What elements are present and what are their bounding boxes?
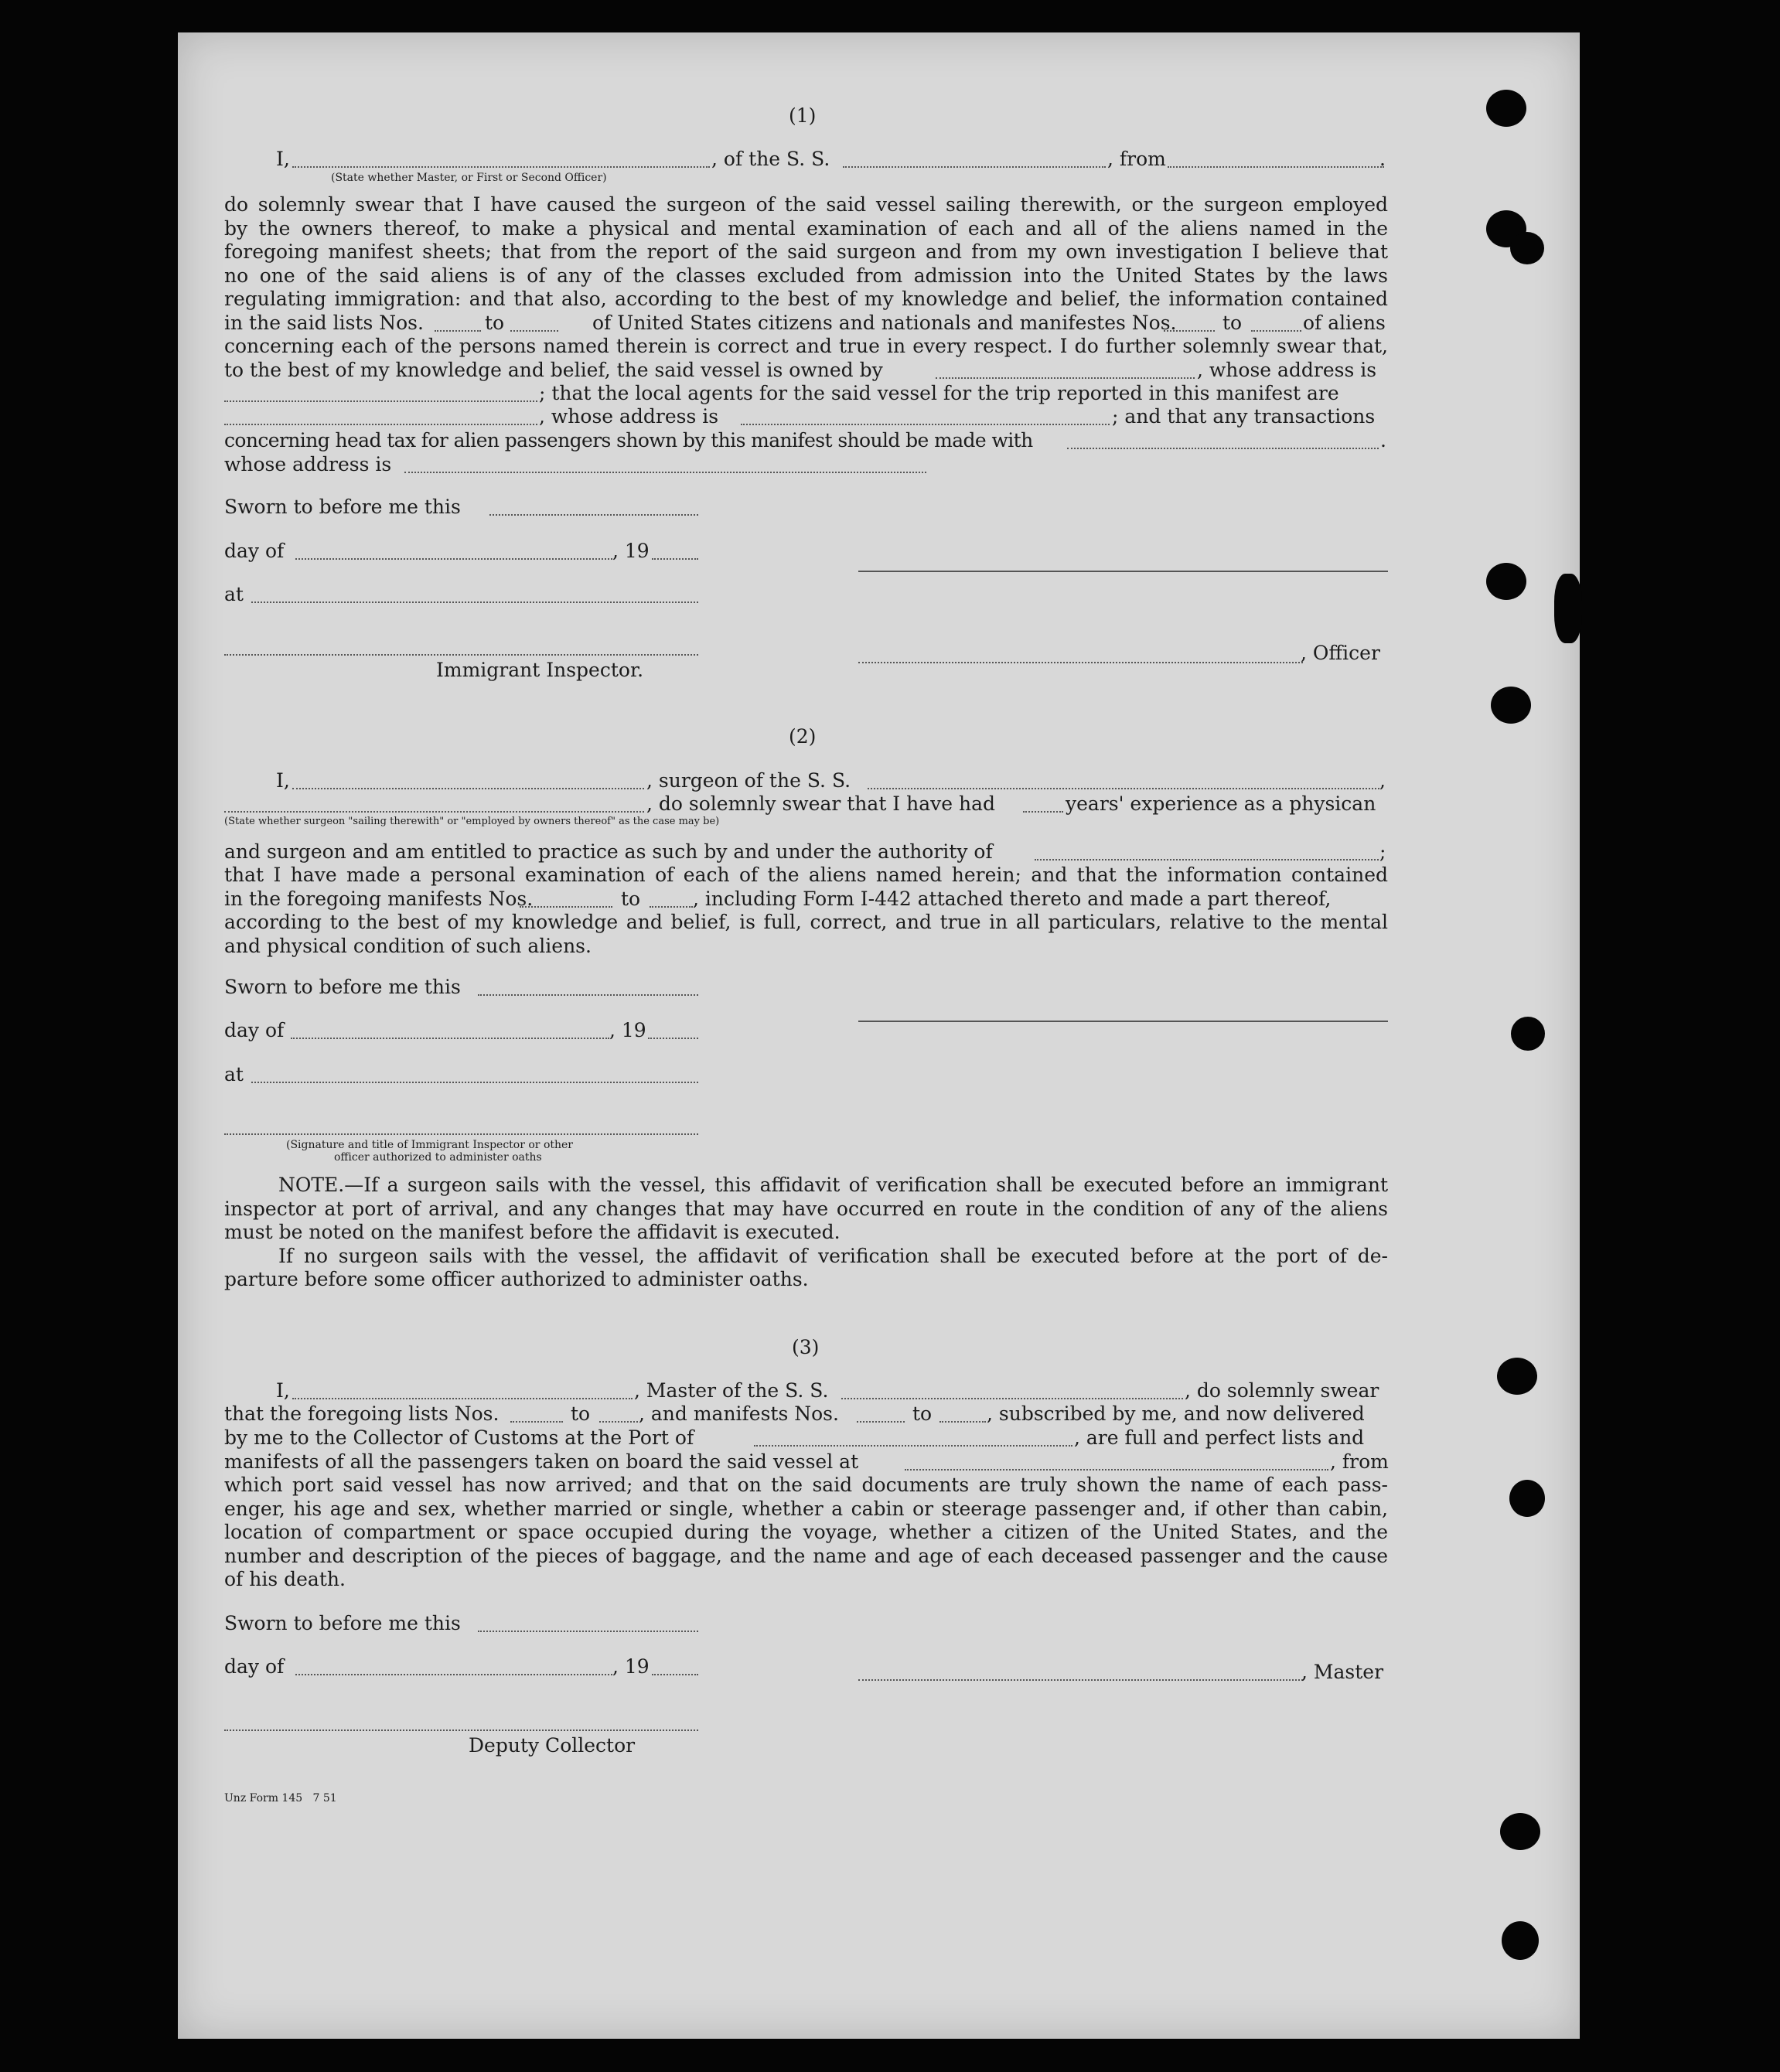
departure-port-field[interactable] [905,1469,1328,1471]
text-i: I, [276,148,290,170]
text-whose-address: , whose address is [1197,359,1377,381]
text-subscribed: , subscribed by me, and now delivered [987,1402,1365,1425]
at-label: at [224,583,244,605]
text-to: to [1222,312,1243,334]
body-line: location of compartment or space occupied during the voyage, whether a citizen of the United States, and the [224,1521,1388,1543]
lists-from-field[interactable] [435,330,481,332]
sworn-label: Sworn to before me this [224,496,461,518]
at-label: at [224,1063,244,1085]
inspector-signature-field[interactable] [224,654,698,656]
note-line: If no surgeon sails with the vessel, the affidavit of verification shall be executed before at the port of de- [278,1244,1388,1267]
text-head-tax: concerning head tax for alien passengers shown by this manifest should be made with [224,429,1033,452]
section-2-number: (2) [789,725,817,748]
section-2-body-2 [224,911,1388,958]
text-surgeon-of: , surgeon of the S. S. [646,769,851,792]
deputy-label: Deputy Collector [469,1734,636,1757]
sworn-day-field[interactable] [478,994,698,996]
text-lists-nos: in the said lists Nos. [224,312,424,334]
text-to: to [571,1402,591,1425]
text-to: to [912,1402,933,1425]
section-3-body [224,1474,1388,1592]
manifests-to-field[interactable] [939,1421,986,1423]
years-field[interactable] [1023,811,1063,813]
surgeon-status-note: (State whether surgeon "sailing therewith" or "employed by owners thereof" as the case may be) [224,816,720,827]
body-line: and physical condition of such aliens. [224,934,592,957]
body-line: number and description of the pieces of baggage, and the name and age of each deceased passenger and the cause [224,1544,1388,1567]
period: . [1379,148,1386,170]
body-line: enger, his age and sex, whether married or single, whether a cabin or steerage passenger and, if other than cabin, [224,1497,1388,1520]
punch-hole [1511,1017,1545,1051]
text-transactions: ; and that any transactions [1112,405,1376,428]
sworn-label: Sworn to before me this [224,976,461,998]
body-line: do solemnly swear that I have caused the surgeon of the said vessel sailing therewith, or the surgeon employed [224,193,1388,216]
month-field[interactable] [291,1038,609,1039]
note-line: NOTE.—If a surgeon sails with the vessel, this affidavit of verification shall be executed before an immigrant [278,1174,1388,1196]
body-line: no one of the said aliens is of any of the classes excluded from admission into the United States by the laws [224,264,1388,287]
semicolon: ; [1379,840,1386,863]
body-line: regulating immigration: and that also, according to the best of my knowledge and belief, the information contained [224,288,1388,310]
note-line: inspector at port of arrival, and any changes that may have occurred en route in the condition of any of the aliens [224,1197,1388,1220]
year-field[interactable] [648,1038,698,1039]
section-3-number: (3) [792,1336,820,1358]
note-line: parture before some officer authorized to administer oaths. [224,1268,809,1290]
punch-hole [1491,687,1531,724]
lists-from-field[interactable] [510,1421,563,1423]
head-tax-address-field[interactable] [404,472,926,473]
sworn-day-field[interactable] [478,1631,698,1632]
signature-note-2: officer authorized to administer oaths [334,1151,542,1164]
month-field[interactable] [295,558,612,560]
body-line: of his death. [224,1568,346,1590]
text-owned-by: to the best of my knowledge and belief, the said vessel is owned by [224,359,883,381]
text-to: to [621,888,641,910]
master-label: , Master [1301,1661,1384,1683]
day-of-label: day of [224,1655,285,1678]
text-from: , from [1330,1450,1389,1473]
text-full-perfect: , are full and perfect lists and [1074,1426,1365,1449]
deputy-signature-field[interactable] [224,1730,698,1731]
lists-to-field[interactable] [510,330,558,332]
master-signature-field[interactable] [858,1679,1303,1681]
port-field[interactable] [754,1445,1072,1447]
section-2-body [224,864,1388,888]
lists-to-field[interactable] [599,1421,638,1423]
master-name-field[interactable] [292,1398,633,1399]
text-taken-on: manifests of all the passengers taken on board the said vessel at [224,1450,859,1473]
ship-name-field[interactable] [843,166,1106,168]
officer-label: , Officer [1301,642,1380,664]
officer-name-field[interactable] [858,662,1303,663]
year-field[interactable] [652,558,698,560]
text-whose-address: , whose address is [539,405,719,428]
officer-rank-field[interactable] [292,166,710,168]
body-line: by the owners thereof, to make a physical and mental examination of each and all of the aliens named in the [224,216,1388,240]
manifests-to-field[interactable] [650,906,693,908]
at-place-field[interactable] [251,601,698,603]
text-collector: by me to the Collector of Customs at the Port of [224,1426,694,1449]
officer-signature-field[interactable] [858,571,1388,572]
section-1-body-2 [224,335,1388,359]
text-of-us: of United States citizens and nationals and manifestes Nos. [592,312,1177,334]
manifests-from-field[interactable] [857,1421,905,1423]
body-line: concerning each of the persons named therein is correct and true in every respect. I do further solemnly swear that, [224,335,1388,357]
punch-hole [1509,1480,1545,1517]
manifests-from-field[interactable] [520,906,612,908]
body-line: according to the best of my knowledge and belief, is full, correct, and true in all particulars, relative to the mental [224,911,1388,933]
punch-hole [1500,1813,1540,1850]
inspector-label: Immigrant Inspector. [436,659,644,681]
inspector-signature-field[interactable] [224,1133,698,1135]
text-whose-address: whose address is [224,453,392,475]
year-field[interactable] [652,1674,698,1675]
from-port-field[interactable] [1168,166,1384,168]
note-paragraph [224,1174,1388,1292]
text-years: years' experience as a physican [1066,792,1376,815]
note-line: must be noted on the manifest before the affidavit is executed. [224,1221,841,1243]
section-1-number: (1) [789,104,817,127]
agents-address-field[interactable] [741,424,1110,425]
local-agents-field[interactable] [224,424,537,425]
body-line: foregoing manifest sheets; that from the report of the said surgeon and from my own investigation I believe that [224,240,1388,263]
text-foregoing: that the foregoing lists Nos. [224,1402,500,1425]
manifests-to-field[interactable] [1251,330,1301,332]
body-line: that I have made a personal examination of each of the aliens named herein; and that the information contained [224,864,1388,886]
punch-hole [1486,90,1526,127]
authority-field[interactable] [1035,859,1379,860]
form-number: Unz Form 145 7 51 [224,1792,337,1804]
ship-name-field[interactable] [868,788,1379,789]
punch-hole [1554,574,1582,643]
text-authority: and surgeon and am entitled to practice as such by and under the authority of [224,840,993,863]
owner-field[interactable] [936,377,1195,379]
text-i: I, [276,769,290,792]
day-of-label: day of [224,1019,285,1041]
manifests-from-field[interactable] [1164,330,1215,332]
year-prefix: , 19 [609,1019,646,1041]
text-to: to [485,312,505,334]
text-of-aliens: of aliens [1303,312,1386,334]
at-place-field[interactable] [251,1082,698,1083]
text-i: I, [276,1379,290,1402]
punch-hole [1497,1358,1537,1395]
text-local-agents: ; that the local agents for the said vessel for the trip reported in this manifest are [539,382,1339,404]
sworn-day-field[interactable] [489,514,698,516]
punch-hole [1486,563,1526,600]
surgeon-signature-field[interactable] [858,1021,1388,1022]
text-manifests-nos: in the foregoing manifests Nos. [224,888,534,910]
head-tax-party-field[interactable] [1067,448,1379,449]
period: . [1380,429,1386,452]
body-line: which port said vessel has now arrived; and that on the said documents are truly shown the name of each pass- [224,1474,1388,1496]
owner-address-field[interactable] [224,400,537,402]
punch-hole [1510,232,1544,264]
surgeon-name-field[interactable] [292,788,644,789]
year-prefix: , 19 [612,540,650,562]
ship-name-field[interactable] [841,1398,1183,1399]
punch-hole [1502,1921,1539,1960]
month-field[interactable] [295,1674,612,1675]
sworn-label: Sworn to before me this [224,1612,461,1634]
text-of-ss: , of the S. S. [711,148,830,170]
text-do-swear: , do solemnly swear [1185,1379,1379,1402]
text-from: , from [1107,148,1166,170]
surgeon-status-field[interactable] [224,811,644,813]
text-including: , including Form I-442 attached thereto and made a part thereof, [693,888,1332,910]
signature-note-1: (Signature and title of Immigrant Inspector or other [286,1139,573,1151]
year-prefix: , 19 [612,1655,650,1678]
section-1-body [224,193,1388,312]
text-manifests: , and manifests Nos. [639,1402,839,1425]
state-rank-note: (State whether Master, or First or Second Officer) [331,172,607,184]
text-master-of: , Master of the S. S. [634,1379,829,1402]
day-of-label: day of [224,540,285,562]
text-solemnly: , do solemnly swear that I have had [646,792,996,815]
comma: , [1379,769,1386,792]
